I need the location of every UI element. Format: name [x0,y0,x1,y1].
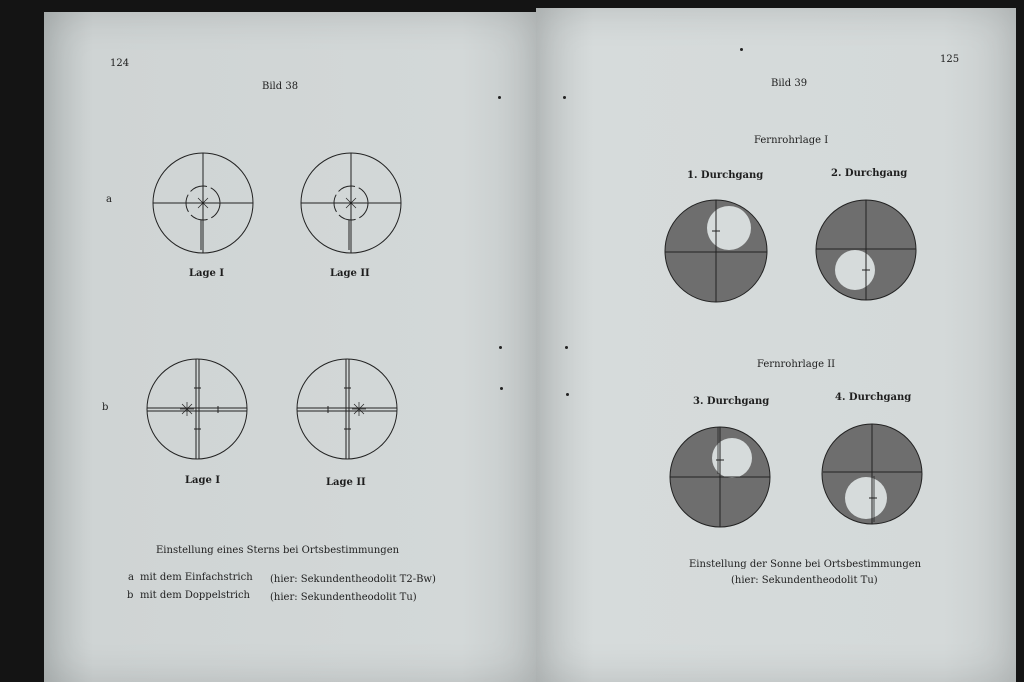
section1-title: Fernrohrlage I [754,135,829,146]
section2-title: Fernrohrlage II [757,359,836,370]
pass-1-label: 1. Durchgang [687,170,764,181]
speck [740,48,743,51]
sun-reticle-pass3 [669,424,773,530]
right-page-number: 125 [940,54,960,65]
pass-3-label: 3. Durchgang [693,396,770,407]
speck [563,96,566,99]
speck [566,393,569,396]
row-b-label: b [102,402,109,413]
label-lage2-b: Lage II [326,477,366,488]
label-lage1-b: Lage I [185,475,221,486]
legend-note-a: (hier: Sekundentheodolit T2-Bw) [270,574,436,585]
reticle-b-lage2 [294,356,402,464]
pass-4-label: 4. Durchgang [835,392,912,403]
legend-text-b: mit dem Doppelstrich [140,590,250,601]
pass-2-label: 2. Durchgang [831,168,908,179]
speck [498,96,501,99]
right-caption-line1: Einstellung der Sonne bei Ortsbestimmungen [689,559,922,570]
legend-key-a: a [128,572,134,583]
left-page-number: 124 [110,58,130,69]
reticle-b-lage1 [144,356,252,464]
left-caption: Einstellung eines Sterns bei Ortsbestimmungen [156,545,400,556]
legend-key-b: b [127,590,134,601]
left-figure-title: Bild 38 [262,81,299,92]
legend-text-a: mit dem Einfachstrich [140,572,253,583]
legend-note-b: (hier: Sekundentheodolit Tu) [270,592,417,603]
label-lage2-a: Lage II [330,268,370,279]
speck [565,346,568,349]
right-caption-line2: (hier: Sekundentheodolit Tu) [731,575,878,586]
label-lage1-a: Lage I [189,268,225,279]
reticle-a-lage2 [298,150,406,258]
row-a-label: a [106,194,112,205]
reticle-a-lage1 [150,150,258,258]
sun-reticle-pass4 [822,422,924,528]
right-figure-title: Bild 39 [771,78,808,89]
sun-reticle-pass1 [664,198,770,304]
speck [499,346,502,349]
sun-reticle-pass2 [815,198,919,304]
speck [500,387,503,390]
